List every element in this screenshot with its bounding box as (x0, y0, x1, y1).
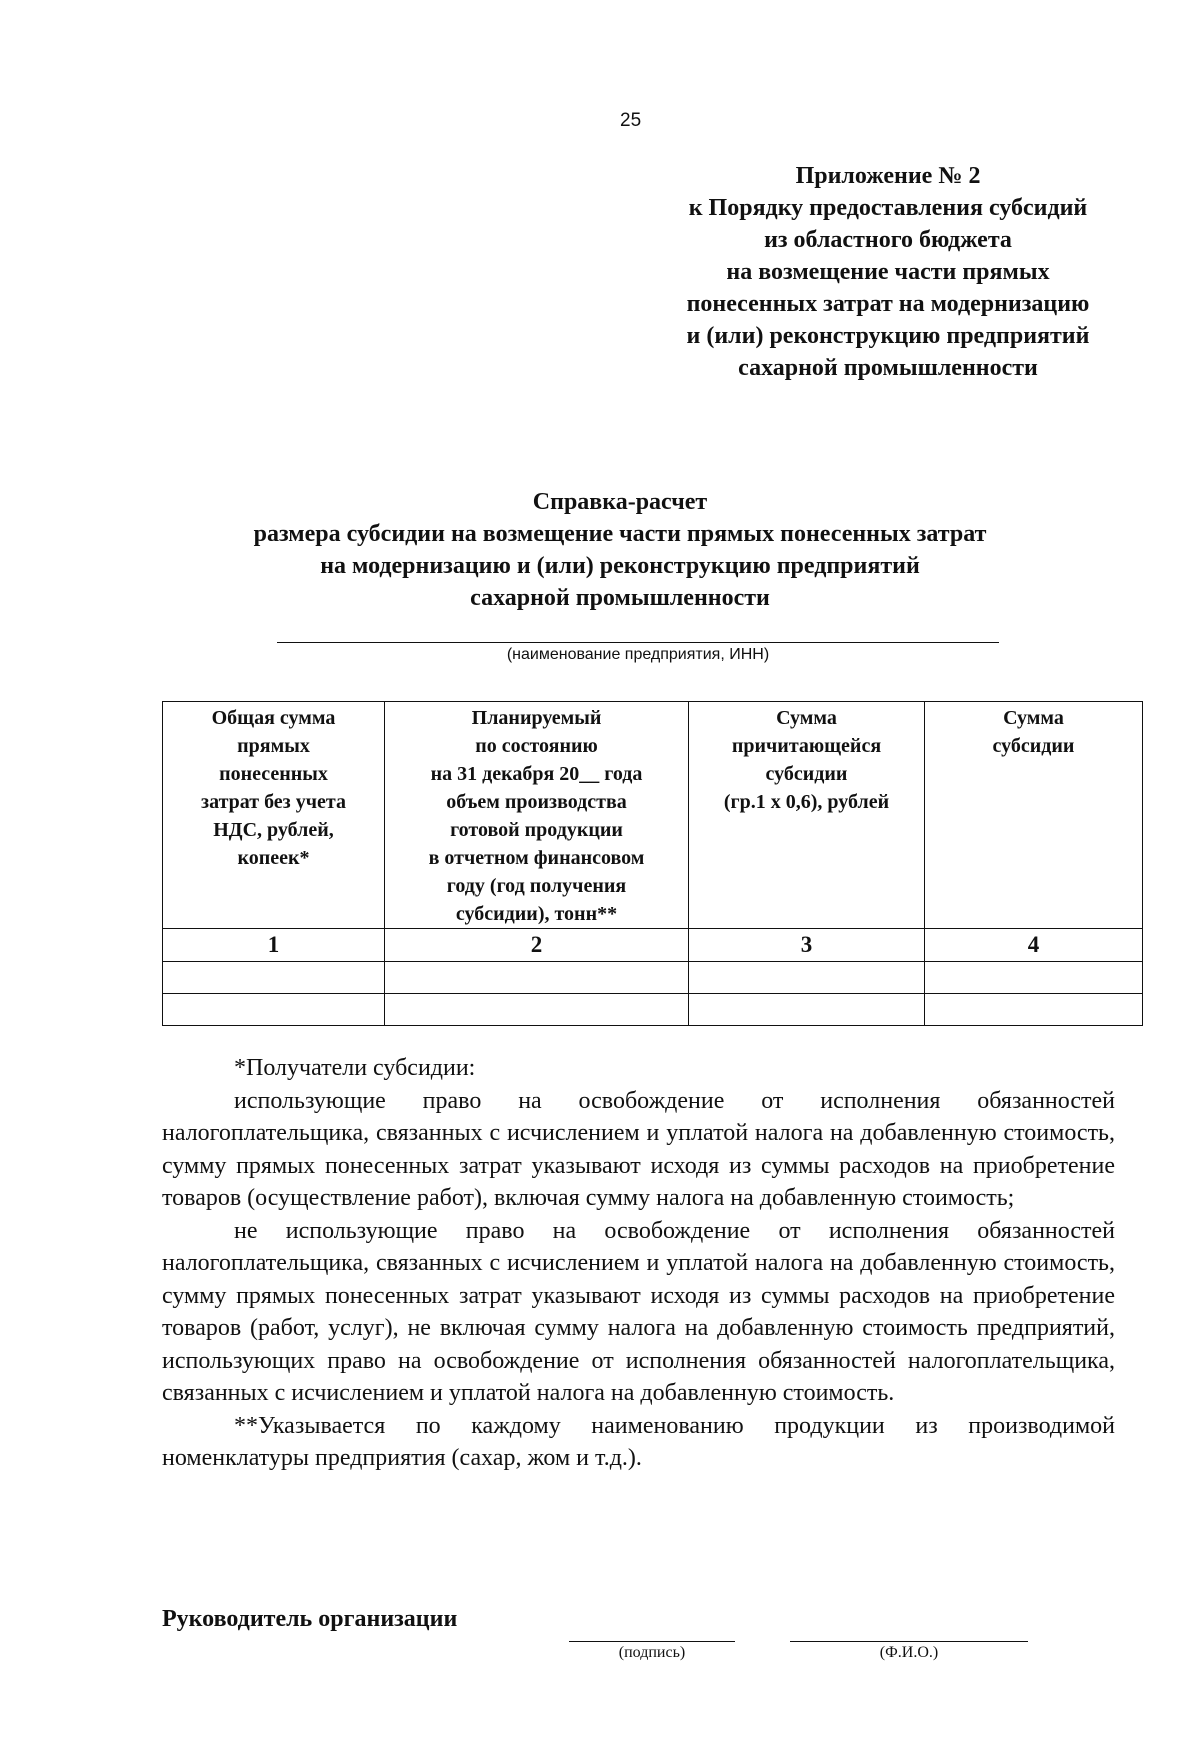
table-cell (163, 962, 385, 994)
column-number: 3 (689, 929, 925, 962)
note-paragraph-2: не использующие право на освобождение от исполнения обязанностей налогоплательщика, связанных с исчислением и уплатой налога на добавленную стоимость, сумму прямых понесенных затрат указывают исходя из суммы расходов на приобретение товаров (работ, услуг), не включая сумму налога на добавленную стоимость предприятий, использующих право на освобождение от исполнения обязанностей налогоплательщика, связанных с исчислением и уплатой налога на добавленную стоимость. (162, 1217, 1115, 1406)
footnote-2: **Указывается по каждому наименованию продукции из производимой номенклатуры предприятия (сахар, жом и т.д.). (162, 1412, 1115, 1471)
company-name-line (277, 642, 999, 643)
document-title (160, 486, 1080, 614)
column-number: 4 (925, 929, 1143, 962)
appendix-line: из областного бюджета (764, 227, 1012, 253)
column-number: 2 (385, 929, 689, 962)
header-due-subsidy: Сумма причитающейся субсидии (гр.1 х 0,6), рублей (689, 702, 925, 929)
column-number: 1 (163, 929, 385, 962)
appendix-line: сахарной промышленности (738, 355, 1038, 381)
table-cell (925, 962, 1143, 994)
header-total-costs: Общая сумма прямых понесенных затрат без учета НДС, рублей, копеек* (163, 702, 385, 929)
signature-caption: (подпись) (618, 1644, 686, 1661)
table-cell (385, 962, 689, 994)
appendix-line: к Порядку предоставления субсидий (688, 195, 1088, 221)
calculation-table (162, 701, 1143, 1026)
table-cell (689, 962, 925, 994)
note-paragraph-1: использующие право на освобождение от исполнения обязанностей налогоплательщика, связанных с исчислением и уплатой налога на добавленную стоимость, сумму прямых понесенных затрат указывают исходя из суммы расходов на приобретение товаров (осуществление работ), включая сумму налога на добавленную стоимость; (162, 1087, 1115, 1211)
header-subsidy-amount: Сумма субсидии (925, 702, 1143, 929)
table-row (163, 962, 1143, 994)
company-name-caption: (наименование предприятия, ИНН) (506, 646, 770, 663)
table-header-row (163, 702, 1143, 929)
appendix-line: на возмещение части прямых (726, 259, 1050, 285)
title-line: сахарной промышленности (470, 585, 770, 611)
name-caption: (Ф.И.О.) (879, 1644, 939, 1661)
recipients-title: *Получатели субсидии: (234, 1055, 476, 1081)
name-line (790, 1641, 1028, 1642)
signature-label: Руководитель организации (162, 1606, 458, 1632)
table-column-numbers-row (163, 929, 1143, 962)
appendix-line: Приложение № 2 (795, 163, 981, 189)
title-line: размера субсидии на возмещение части прямых понесенных затрат (253, 521, 987, 547)
table-row (163, 994, 1143, 1026)
table-cell (925, 994, 1143, 1026)
title-line: Справка-расчет (532, 489, 708, 515)
appendix-header (628, 160, 1148, 384)
notes-section (162, 1052, 1115, 1475)
table-cell (385, 994, 689, 1026)
table-cell (163, 994, 385, 1026)
header-planned-volume: Планируемый по состоянию на 31 декабря 20__ года объем производства готовой продукции в отчетном финансовом году (год получения субсидии), тонн** (385, 702, 689, 929)
appendix-line: и (или) реконструкцию предприятий (686, 323, 1090, 349)
page-number: 25 (620, 110, 642, 131)
title-line: на модернизацию и (или) реконструкцию предприятий (320, 553, 920, 579)
table-cell (689, 994, 925, 1026)
appendix-line: понесенных затрат на модернизацию (686, 291, 1090, 317)
signature-line (569, 1641, 735, 1642)
